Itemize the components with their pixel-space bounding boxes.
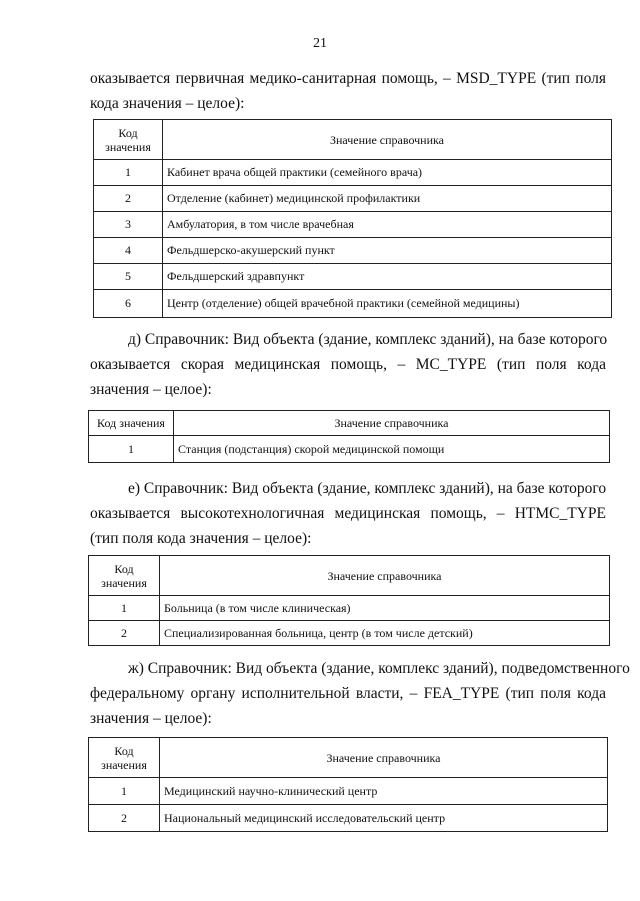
cell-code: 3	[94, 212, 163, 238]
table-mc-type	[88, 410, 610, 463]
header-value: Значение справочника	[160, 556, 610, 596]
cell-value: Медицинский научно-клинический центр	[160, 778, 608, 805]
table-row	[94, 238, 612, 264]
cell-code: 1	[94, 160, 163, 186]
table-row	[89, 596, 610, 621]
header-value: Значение справочника	[163, 120, 612, 160]
cell-value: Отделение (кабинет) медицинской профилактики	[163, 186, 612, 212]
cell-code: 1	[89, 436, 174, 463]
cell-code: 2	[89, 805, 160, 832]
table-row	[94, 290, 612, 318]
cell-code: 2	[89, 621, 160, 646]
header-code: Код значения	[89, 738, 160, 778]
cell-value: Специализированная больница, центр (в том числе детский)	[160, 621, 610, 646]
table-htmc-type	[88, 555, 610, 646]
cell-code: 6	[94, 290, 163, 318]
cell-value: Национальный медицинский исследовательский центр	[160, 805, 608, 832]
table-row	[94, 264, 612, 290]
cell-code: 4	[94, 238, 163, 264]
section-e-line-3: (тип поля кода значения – целое):	[90, 530, 312, 547]
header-value: Значение справочника	[160, 738, 608, 778]
section-d-line-3: значения – целое):	[90, 381, 212, 398]
section-d-line-2: оказывается скорая медицинская помощь, – MC_TYPE (тип поля кода	[90, 356, 606, 373]
header-value: Значение справочника	[174, 411, 610, 436]
section-zh-paragraph	[90, 656, 630, 731]
section-zh-line-1: ж) Справочник: Вид объекта (здание, комплекс зданий), подведомственного	[128, 660, 630, 677]
header-code: Код значения	[89, 556, 160, 596]
section-d-line-1: д) Справочник: Вид объекта (здание, комплекс зданий), на базе которого	[128, 331, 608, 348]
cell-value: Больница (в том числе клиническая)	[160, 596, 610, 621]
table-row	[89, 778, 608, 805]
table-row	[94, 212, 612, 238]
table-row	[94, 160, 612, 186]
cell-value: Фельдшерский здравпункт	[163, 264, 612, 290]
cell-value: Центр (отделение) общей врачебной практики (семейной медицины)	[163, 290, 612, 318]
page-number: 21	[313, 36, 327, 51]
cell-code: 5	[94, 264, 163, 290]
header-code: Код значения	[94, 120, 163, 160]
table-fea-type	[88, 737, 608, 832]
cell-value: Кабинет врача общей практики (семейного врача)	[163, 160, 612, 186]
section-zh-line-2: федеральному органу исполнительной власти, – FEA_TYPE (тип поля кода	[90, 685, 606, 702]
intro-line-1: оказывается первичная медико-санитарная помощь, – MSD_TYPE (тип поля	[90, 70, 606, 87]
table-row	[89, 621, 610, 646]
section-e-paragraph	[90, 476, 606, 551]
cell-value: Фельдшерско-акушерский пункт	[163, 238, 612, 264]
table-row	[94, 186, 612, 212]
intro-line-2: кода значения – целое):	[90, 95, 245, 112]
table-row	[89, 805, 608, 832]
cell-value: Амбулатория, в том числе врачебная	[163, 212, 612, 238]
header-code: Код значения	[89, 411, 174, 436]
cell-value: Станция (подстанция) скорой медицинской помощи	[174, 436, 610, 463]
section-e-line-2: оказывается высокотехнологичная медицинская помощь, – HTMC_TYPE	[90, 505, 606, 522]
intro-paragraph	[90, 66, 606, 116]
section-d-paragraph	[90, 327, 606, 402]
cell-code: 1	[89, 596, 160, 621]
table-msd-type	[93, 119, 612, 318]
section-zh-line-3: значения – целое):	[90, 710, 212, 727]
cell-code: 2	[94, 186, 163, 212]
section-e-line-1: е) Справочник: Вид объекта (здание, комплекс зданий), на базе которого	[128, 480, 607, 497]
cell-code: 1	[89, 778, 160, 805]
table-row	[89, 436, 610, 463]
